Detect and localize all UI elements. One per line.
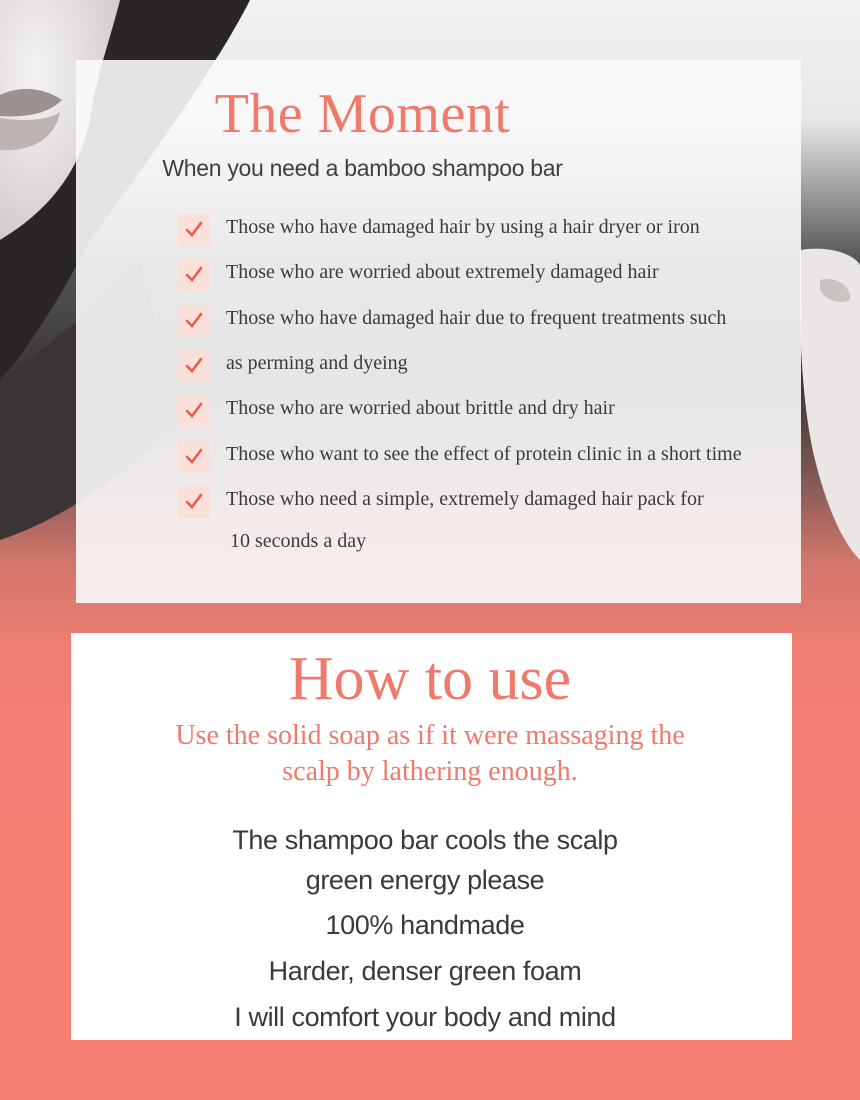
how-to-use-title: How to use	[288, 645, 572, 713]
feature-line: Harder, denser green foam	[268, 956, 582, 986]
how-to-use-lead: Use the solid soap as if it were massaging the	[175, 720, 685, 751]
moment-list	[76, 60, 801, 603]
list-item	[178, 208, 700, 246]
checkmark-icon	[178, 441, 210, 473]
feature-line: 100% handmade	[325, 910, 525, 940]
how-to-use-lead: scalp by lathering enough.	[282, 756, 578, 787]
checkmark-icon	[178, 350, 210, 382]
list-item	[178, 344, 408, 382]
list-item-text: Those who are worried about extremely damaged hair	[226, 260, 659, 283]
checkmark-icon	[178, 259, 210, 291]
list-item-text: Those who have damaged hair by using a hair dryer or iron	[226, 215, 700, 238]
list-item-text: Those who want to see the effect of protein clinic in a short time	[226, 442, 742, 465]
checkmark-icon	[178, 486, 210, 518]
list-item	[178, 480, 704, 518]
list-item-text: as perming and dyeing	[226, 351, 408, 374]
moment-title: The Moment	[214, 83, 511, 145]
list-item	[178, 435, 742, 473]
checkmark-icon	[178, 395, 210, 427]
list-item	[178, 389, 615, 427]
moment-subtitle: When you need a bamboo shampoo bar	[162, 155, 563, 181]
list-item-continuation: 10 seconds a day	[230, 530, 367, 552]
feature-line: I will comfort your body and mind	[234, 1002, 616, 1032]
list-item-text: Those who have damaged hair due to frequent treatments such	[226, 306, 727, 329]
list-item	[178, 253, 659, 291]
list-item-text: Those who are worried about brittle and dry hair	[226, 396, 615, 419]
list-item	[178, 299, 726, 337]
feature-line: The shampoo bar cools the scalp	[232, 825, 618, 855]
feature-line: green energy please	[305, 865, 545, 895]
list-item-text: Those who need a simple, extremely damaged hair pack for	[226, 487, 704, 510]
checkmark-icon	[178, 305, 210, 337]
checkmark-icon	[178, 214, 210, 246]
